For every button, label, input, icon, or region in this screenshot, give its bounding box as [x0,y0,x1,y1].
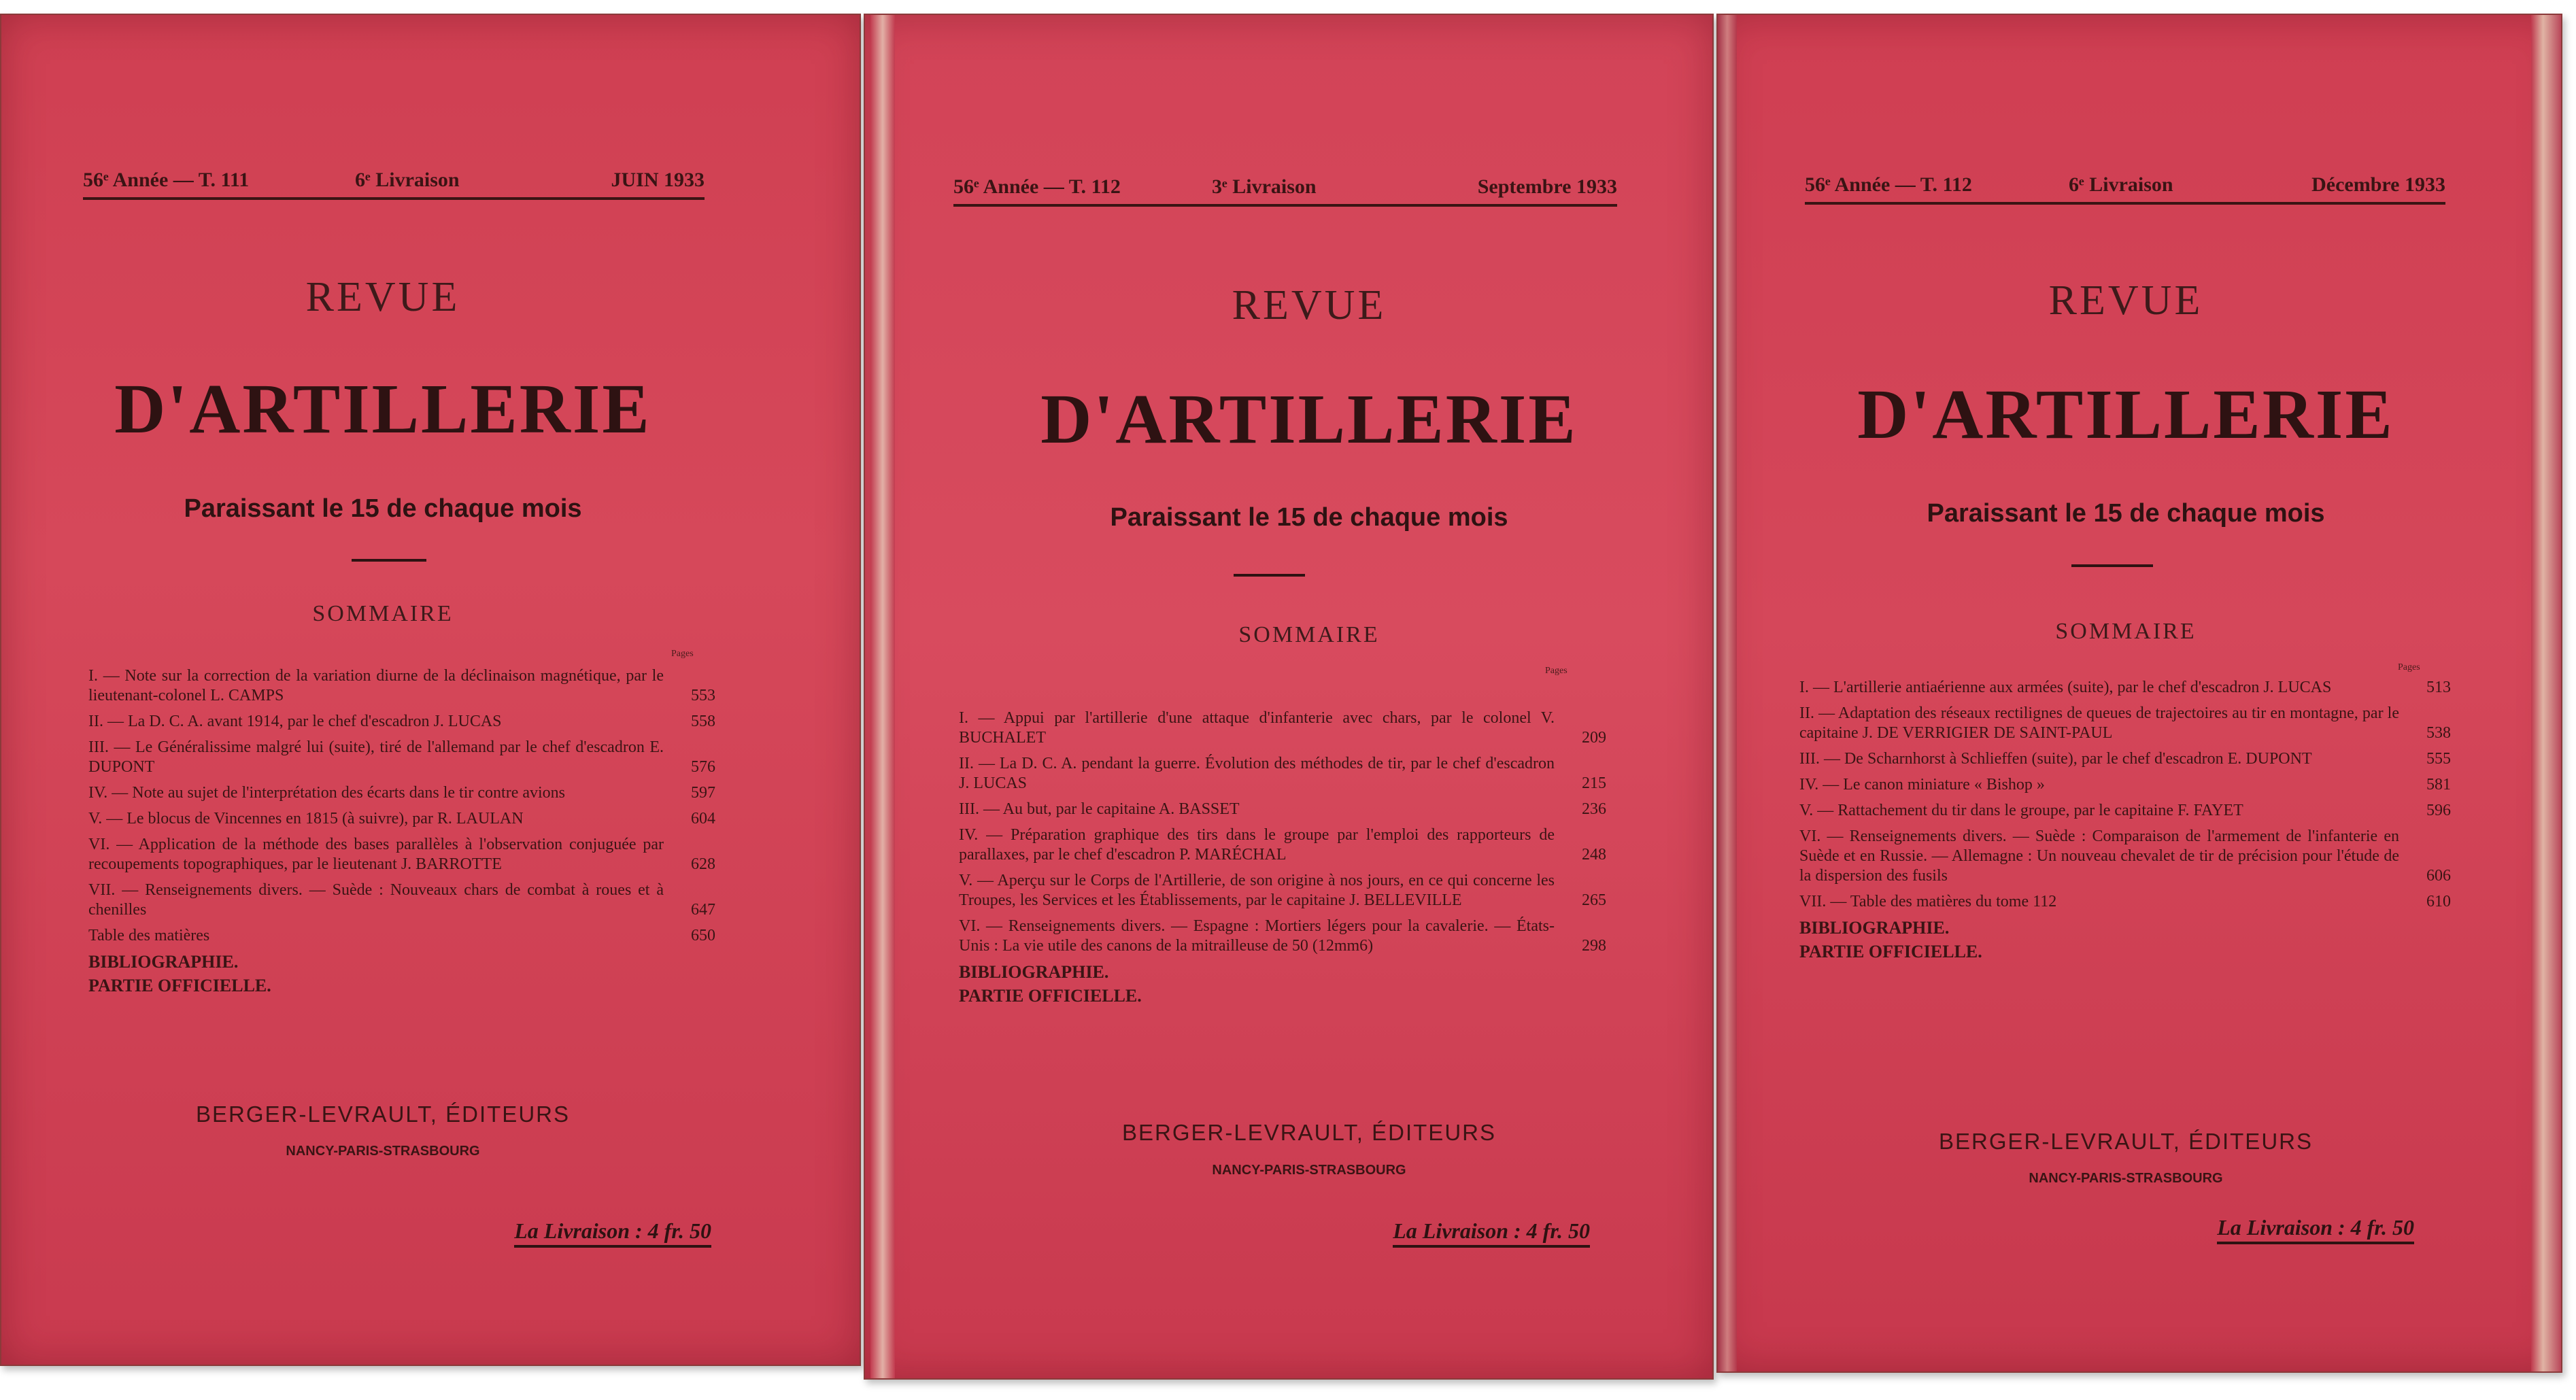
toc-entry [88,926,715,946]
issue-cover-june-1933 [0,14,861,1366]
toc-entry-page: 597 [691,784,715,802]
spine-edge [1718,15,1737,1371]
revue-label: REVUE [1232,282,1387,328]
price-label: La Livraison : 4 fr. 50 [1393,1218,1590,1248]
toc-entry-text: IV. — Note au sujet de l'interprétation des écarts dans le tir contre avions [88,784,566,802]
issue-cover-september-1933 [864,14,1714,1380]
toc-entry-page: 553 [691,687,715,704]
revue-label: REVUE [2048,277,2203,324]
toc-entry-text: I. — Note sur la correction de la variation diurne de la déclinaison magnétique, par le lieutenant-colonel L. CAMPS [88,667,664,704]
toc-entry [959,708,1606,748]
page-edge [2531,15,2561,1371]
toc-entry-page: 248 [1582,846,1606,864]
toc-entry-text: III. — Le Généralissime malgré lui (suite), tiré de l'allemand par le chef d'escadron E. DUPONT [88,738,664,776]
spine-edge [870,15,895,1378]
publisher: BERGER-LEVRAULT, ÉDITEURS [196,1102,570,1127]
toc-entry [88,783,715,803]
journal-title: D'ARTILLERIE [114,370,651,448]
livraison: 6ᵉ Livraison [355,169,460,191]
issue-header [83,117,705,200]
toc-entry [1799,892,2451,912]
publisher-city: NANCY-PARIS-STRASBOURG [2029,1171,2223,1186]
toc-entry-page: 538 [2426,724,2451,742]
toc-entry-text: I. — L'artillerie antiaérienne aux armées (suite), par le chef d'escadron J. LUCAS [1799,679,2332,696]
toc-entry [88,881,715,920]
toc-entry-text: III. — De Scharnhorst à Schlieffen (suite), par le chef d'escadron E. DUPONT [1799,750,2312,768]
livraison: 6ᵉ Livraison [2069,173,2173,196]
toc-entry-text: VII. — Renseignements divers. — Suède : Nouveaux chars de combat à roues et à chenilles [88,881,664,919]
issue-date: Septembre 1933 [1477,175,1617,198]
toc-entry-text: V. — Le blocus de Vincennes en 1815 (à suivre), par R. LAULAN [88,810,524,827]
issue-date: Décembre 1933 [2311,173,2445,196]
year-volume: 56ᵉ Année — T. 111 [83,169,250,191]
journal-title: D'ARTILLERIE [1040,380,1578,458]
toc-entry [88,809,715,829]
official-section-label: PARTIE OFFICIELLE. [1799,942,1982,961]
toc-entry-page: 604 [691,810,715,827]
bibliography-label: BIBLIOGRAPHIE. [88,952,239,972]
toc-entry [1799,678,2451,698]
toc-entry [1799,704,2451,743]
toc-entry [1799,775,2451,795]
toc-entry-text: V. — Aperçu sur le Corps de l'Artillerie, de son origine à nos jours, en ce qui concerne les Troupes, les Services et les Établissements, par le capitaine J. BELLEVILLE [959,872,1555,909]
toc-entry-text: Table des matières [88,927,210,944]
toc-entry-text: II. — La D. C. A. avant 1914, par le chef d'escadron J. LUCAS [88,713,502,730]
toc-entry [88,666,715,706]
toc-entry-page: 236 [1582,800,1606,818]
toc-entry [959,871,1606,910]
toc-entry [959,800,1606,819]
toc-entry-page: 558 [691,713,715,730]
publisher: BERGER-LEVRAULT, ÉDITEURS [1122,1120,1496,1145]
sommaire-heading: SOMMAIRE [1238,622,1380,647]
bibliography-label: BIBLIOGRAPHIE. [1799,918,1950,938]
toc-entry-text: I. — Appui par l'artillerie d'une attaque d'infanterie avec chars, par le colonel V. BUCHALET [959,709,1555,747]
issue-cover-december-1933 [1716,14,2562,1373]
toc-entry-page: 581 [2426,776,2451,793]
toc-entry-page: 610 [2426,893,2451,910]
journal-title: D'ARTILLERIE [1857,375,2394,454]
toc-entry [1799,749,2451,769]
table-of-contents [959,708,1606,1006]
toc-entry-page: 555 [2426,750,2451,768]
toc-entry [88,738,715,777]
sommaire-heading: SOMMAIRE [2055,619,2197,644]
table-of-contents [1799,678,2451,961]
issue-date: JUIN 1933 [611,169,705,191]
toc-entry-text: II. — Adaptation des réseaux rectilignes de queues de trajectoires au tir en montagne, par le capitaine J. DE VERRIGIER DE SAINT-PAUL [1799,704,2399,742]
toc-entry-text: VI. — Renseignements divers. — Espagne : Mortiers légers pour la cavalerie. — États-Unis : La vie utile des canons de la mitrailleuse de 50 (12mm6) [959,917,1555,955]
toc-entry-page: 298 [1582,937,1606,955]
toc-entry-page: 647 [691,901,715,919]
toc-entry-page: 576 [691,758,715,776]
toc-entry-page: 215 [1582,774,1606,792]
divider [352,559,426,562]
sommaire-heading: SOMMAIRE [312,601,454,626]
price-label: La Livraison : 4 fr. 50 [514,1218,711,1248]
pages-label: Pages [1545,666,1567,676]
toc-entry [1799,801,2451,821]
toc-entry [88,835,715,874]
year-volume: 56ᵉ Année — T. 112 [1805,173,1972,196]
toc-entry-page: 596 [2426,802,2451,819]
toc-entry [959,825,1606,865]
toc-entry-page: 265 [1582,891,1606,909]
publisher-city: NANCY-PARIS-STRASBOURG [286,1144,480,1159]
toc-entry-text: III. — Au but, par le capitaine A. BASSET [959,800,1240,818]
toc-entry-text: II. — La D. C. A. pendant la guerre. Évolution des méthodes de tir, par le chef d'escadron J. LUCAS [959,755,1555,792]
toc-entry-text: IV. — Le canon miniature « Bishop » [1799,776,2045,793]
toc-entry-text: VII. — Table des matières du tome 112 [1799,893,2057,910]
toc-entry [959,917,1606,956]
publisher-city: NANCY-PARIS-STRASBOURG [1212,1163,1406,1178]
subtitle: Paraissant le 15 de chaque mois [1927,499,2325,528]
toc-entry-text: VI. — Renseignements divers. — Suède : Comparaison de l'armement de l'infanterie en Suède et en Russie. — Allemagne : Un nouveau chevalet de tir de précision pour l'étude de la dispersion des fusils [1799,827,2399,885]
toc-entry-page: 513 [2426,679,2451,696]
bibliography-label: BIBLIOGRAPHIE. [959,962,1109,982]
divider [1234,574,1305,577]
divider [2071,564,2153,567]
publisher: BERGER-LEVRAULT, ÉDITEURS [1939,1129,2313,1154]
issue-header [1805,117,2445,205]
year-volume: 56ᵉ Année — T. 112 [953,175,1121,198]
pages-label: Pages [671,649,694,659]
toc-entry-text: VI. — Application de la méthode des bases parallèles à l'observation conjuguée par recoupements topographiques, par le lieutenant J. BARROTTE [88,836,664,873]
price-label: La Livraison : 4 fr. 50 [2217,1215,2414,1244]
official-section-label: PARTIE OFFICIELLE. [959,986,1142,1006]
toc-entry-page: 628 [691,855,715,873]
toc-entry [1799,827,2451,886]
toc-entry-page: 606 [2426,867,2451,885]
official-section-label: PARTIE OFFICIELLE. [88,976,271,995]
toc-entry [88,712,715,732]
toc-entry-page: 209 [1582,729,1606,747]
pages-label: Pages [2398,662,2420,672]
revue-label: REVUE [305,274,460,320]
toc-entry-text: IV. — Préparation graphique des tirs dans le groupe par l'emploi des rapporteurs de parallaxes, par le chef d'escadron P. MARÉCHAL [959,826,1555,864]
toc-entry-text: V. — Rattachement du tir dans le groupe, par le capitaine F. FAYET [1799,802,2243,819]
subtitle: Paraissant le 15 de chaque mois [1110,503,1508,532]
table-of-contents [88,666,715,995]
toc-entry [959,754,1606,793]
subtitle: Paraissant le 15 de chaque mois [184,494,582,523]
toc-entry-page: 650 [691,927,715,944]
issue-header [953,124,1617,207]
livraison: 3ᵉ Livraison [1212,175,1317,198]
